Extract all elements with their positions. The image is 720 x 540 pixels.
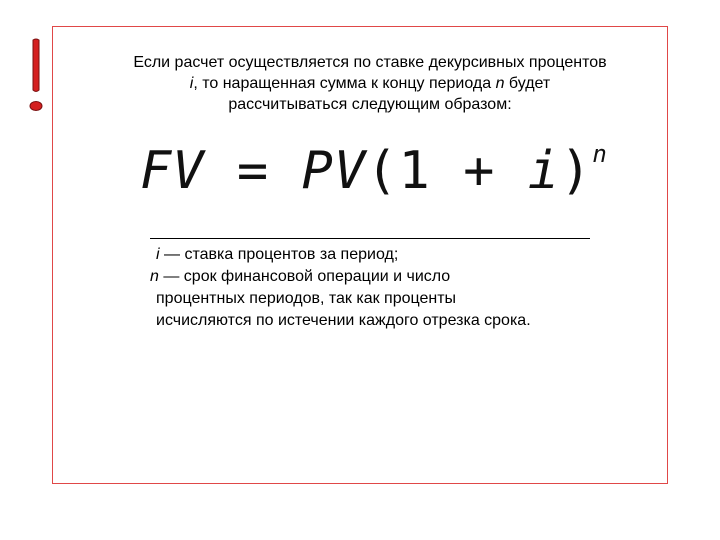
intro-line-3: рассчитываться следующим образом: <box>228 96 512 113</box>
period-variable: n <box>495 75 505 92</box>
exclamation-icon <box>26 38 46 114</box>
future-value-formula <box>140 140 608 220</box>
definitions <box>150 244 610 332</box>
formula-close: ) <box>560 141 593 201</box>
formula-fv: FV <box>140 141 205 201</box>
intro-line-2-end: будет <box>504 75 551 92</box>
formula-rate: i <box>527 141 561 201</box>
definition-n-var: n <box>150 268 159 285</box>
intro-text <box>80 52 660 115</box>
intro-line-1: Если расчет осуществляется по ставке декурсивных процентов <box>133 54 607 71</box>
intro-line-2 <box>80 73 660 94</box>
definition-n-line-3: исчисляются по истечении каждого отрезка срока. <box>156 312 531 329</box>
definition-i <box>150 244 610 266</box>
definition-n-text: — срок финансовой операции и число <box>158 268 451 285</box>
divider <box>150 238 590 239</box>
definition-n <box>150 266 610 288</box>
definition-i-text: — ставка процентов за период; <box>159 246 399 263</box>
formula-open: (1 + <box>366 141 528 201</box>
formula-pv: PV <box>301 141 367 201</box>
intro-line-2-mid: , то наращенная сумма к концу периода <box>193 75 496 92</box>
definition-n-line-2: процентных периодов, так как проценты <box>156 290 457 307</box>
definition-i-var: i <box>156 246 160 263</box>
formula-equals: = <box>204 141 302 201</box>
formula-exponent: n <box>592 140 608 168</box>
rate-variable: i <box>189 75 194 92</box>
